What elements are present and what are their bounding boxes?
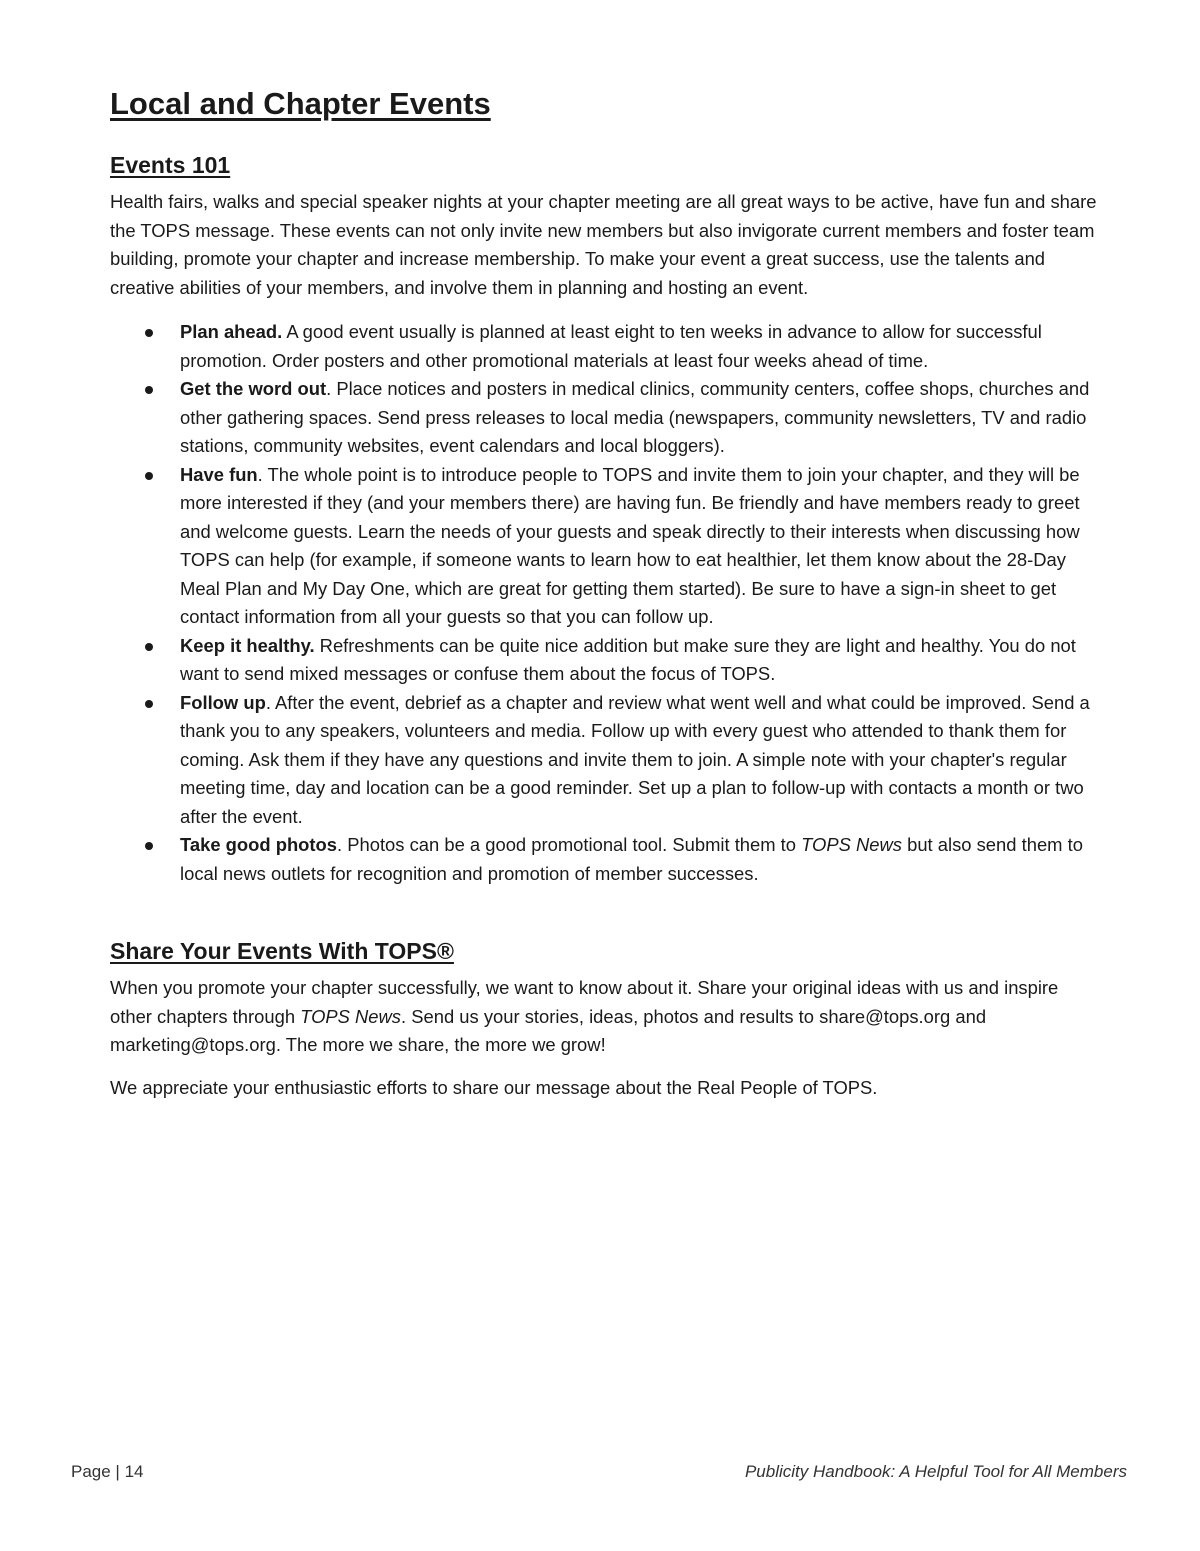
list-item bbox=[110, 831, 1100, 888]
share-paragraph bbox=[110, 974, 1100, 1060]
publication-name: TOPS News bbox=[801, 834, 902, 855]
bullet-icon bbox=[145, 386, 153, 394]
list-item bbox=[110, 632, 1100, 689]
list-item-lead: Plan ahead. bbox=[180, 321, 283, 342]
closing-paragraph: We appreciate your enthusiastic efforts to share our message about the Real People of TOPS. bbox=[110, 1076, 878, 1098]
publication-name: TOPS News bbox=[300, 1005, 402, 1027]
page-title: Local and Chapter Events bbox=[110, 86, 491, 121]
list-item-lead: Take good photos bbox=[180, 834, 337, 855]
events-tips-list bbox=[110, 318, 1100, 888]
list-item-lead: Follow up bbox=[180, 691, 266, 713]
list-item-text: . After the event, debrief as a chapter and review what went well and what could be improved. Send a thank you to any speakers, volunteers and media. Follow up with every guest who attended to thank them for coming. Ask them if they have any questions and invite them to join. A simple note with your chapter's regular meeting time, day and location can be a good reminder. Set up a plan to follow-up with contacts a month or two after the event. bbox=[180, 691, 1090, 827]
bullet-icon bbox=[145, 842, 153, 850]
bullet-icon bbox=[145, 472, 153, 480]
list-item-text: Refreshments can be quite nice addition but make sure they are light and healthy. You do not want to send mixed messages or confuse them about the focus of TOPS. bbox=[180, 634, 1076, 684]
list-item-lead: Keep it healthy. bbox=[180, 634, 315, 656]
document-page bbox=[110, 84, 1100, 1102]
bullet-icon bbox=[145, 329, 153, 337]
share-section bbox=[110, 936, 1100, 1102]
list-item-lead: Have fun bbox=[180, 463, 258, 485]
share-text: When you promote your chapter successfully, we want to know about it. Share your original ideas with us and inspire other chapters through bbox=[110, 977, 1059, 1027]
bullet-icon bbox=[145, 643, 153, 651]
list-item bbox=[110, 318, 1100, 375]
list-item-text: . The whole point is to introduce people to TOPS and invite them to join your chapter, and they will be more interested if they (and your members there) are having fun. Be friendly and have members ready to greet and welcome guests. Learn the needs of your guests and speak directly to their interests when discussing how TOPS can help (for example, if someone wants to learn how to eat healthier, let them know about the 28-Day Meal Plan and My Day One, which are great for getting them started). Be sure to have a sign-in sheet to get contact information from all your guests so that you can follow up. bbox=[180, 463, 1080, 627]
events-101-heading: Events 101 bbox=[110, 152, 231, 178]
list-item bbox=[110, 689, 1100, 832]
list-item-text: . Photos can be a good promotional tool. Submit them to bbox=[337, 834, 802, 855]
footer-title: Publicity Handbook: A Helpful Tool for All Members bbox=[744, 1462, 1127, 1481]
events-101-intro: Health fairs, walks and special speaker nights at your chapter meeting are all great ways to be active, have fun and share the TOPS message. These events can not only invite new members but also invigorate current members and foster team building, promote your chapter and increase membership. To make your event a great success, use the talents and creative abilities of your members, and involve them in planning and hosting an event. bbox=[110, 191, 1097, 298]
page-number: Page | 14 bbox=[71, 1462, 144, 1481]
list-item-text: . Place notices and posters in medical clinics, community centers, coffee shops, churches and other gathering spaces. Send press releases to local media (newspapers, community newsletters, TV and radio stations, community websites, event calendars and local bloggers). bbox=[180, 378, 1090, 456]
share-text: . Send us your stories, ideas, photos and results to share@tops.org and marketing@tops.org. The more we share, the more we grow! bbox=[110, 1005, 987, 1055]
list-item bbox=[110, 461, 1100, 632]
list-item bbox=[110, 375, 1100, 461]
list-item-lead: Get the word out bbox=[180, 378, 327, 399]
bullet-icon bbox=[145, 700, 153, 708]
list-item-text: A good event usually is planned at least eight to ten weeks in advance to allow for successful promotion. Order posters and other promotional materials at least four weeks ahead of time. bbox=[180, 321, 1042, 371]
share-heading: Share Your Events With TOPS® bbox=[110, 938, 454, 964]
list-item-text: but also send them to local news outlets for recognition and promotion of member successes. bbox=[180, 834, 1083, 884]
